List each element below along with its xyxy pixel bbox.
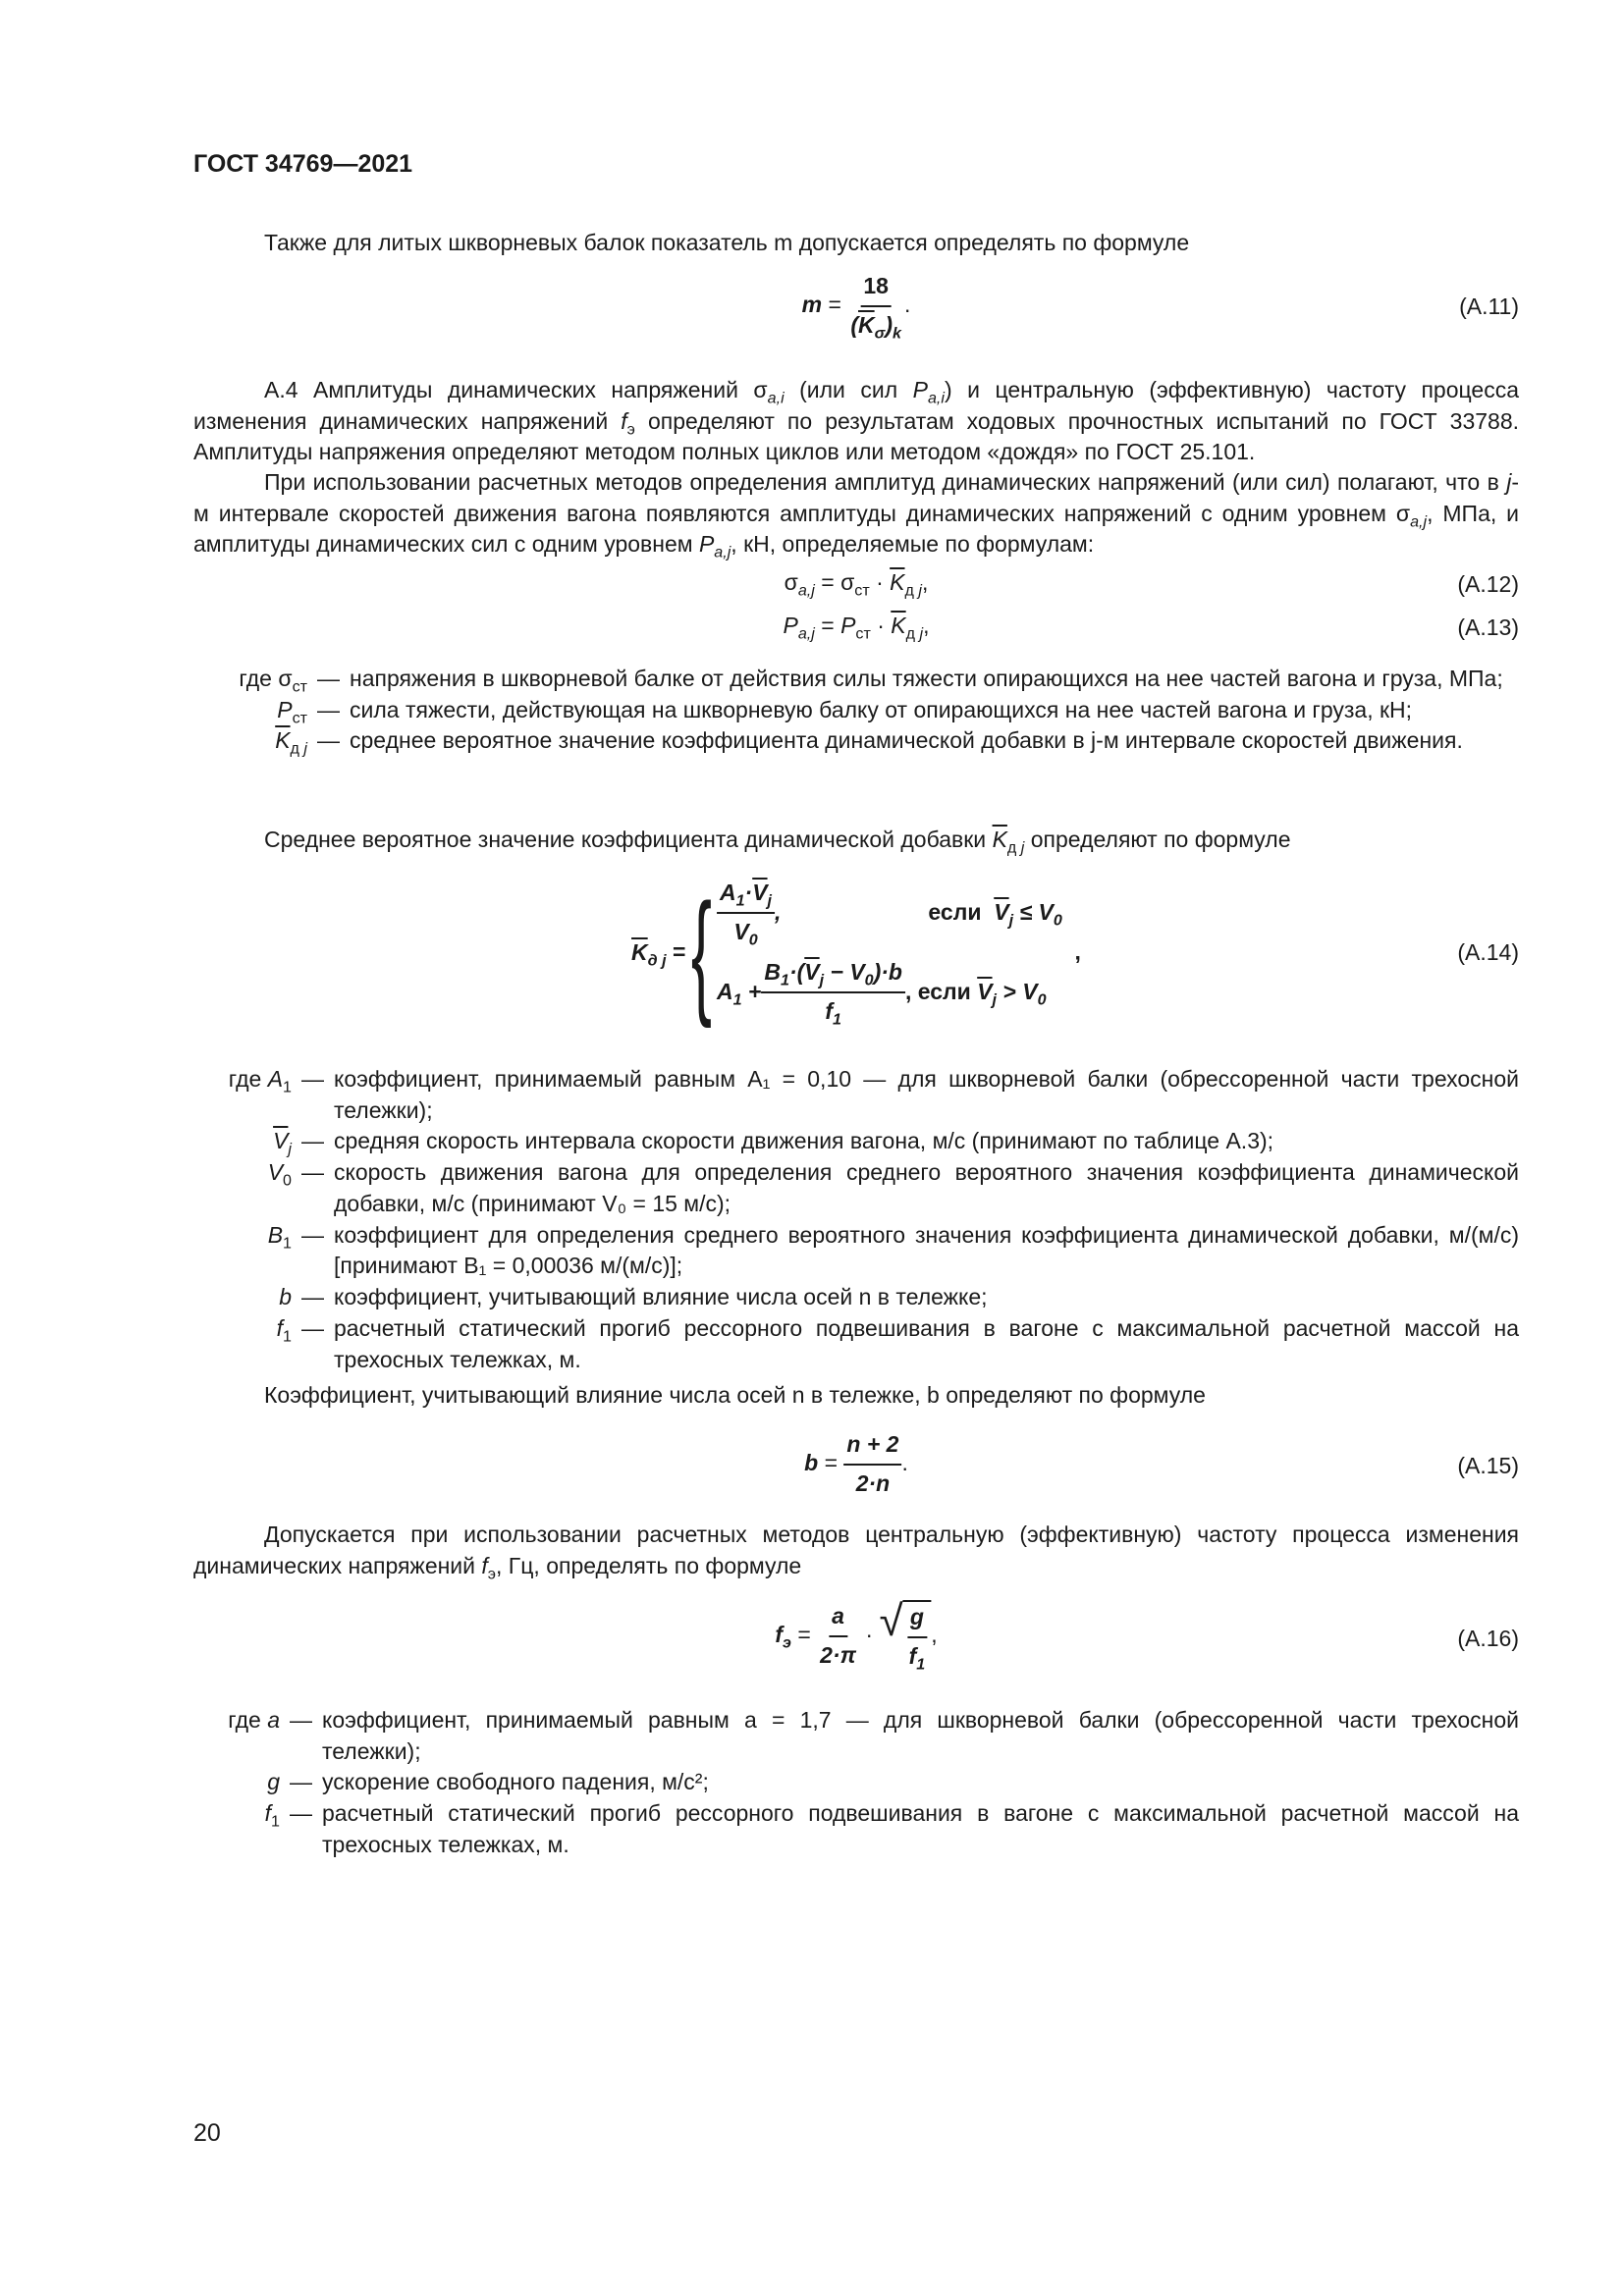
definition-item: g — ускорение свободного падения, м/с²; [267, 1769, 709, 1795]
definition-item: где a — коэффициент, принимаемый равным a = 1,7 — для шкворневой балки (обрессоренной части трехосной тележки); [228, 1707, 1519, 1764]
formula-p-aj: $P_{a,j} = P_{ст} \cdot \overline{K}_{д j}$, [783, 613, 930, 643]
formula-fe: $f_э$ = $\frac{a}{2\cdot\pi}$ · √ $\frac{g}{f_1}$ , [775, 1597, 938, 1674]
definition-item: $\overline{V}_j$ — средняя скорость интервала скорости движения вагона, м/с (принимают по таблице А.3); [273, 1128, 1274, 1159]
equation-a16 [193, 1597, 1519, 1679]
equation-number: (А.11) [1459, 294, 1519, 320]
paragraph-fe: Допускается при использовании расчетных методов центральную (эффективную) частоту процесса изменения динамических напряжений $f_э$, Гц, определять по формуле [193, 1522, 1519, 1583]
paragraph-calc-methods: При использовании расчетных методов определения амплитуд динамических напряжений (или сил) полагают, что в j-м интервале скоростей движения вагона появляются амплитуды динамических напряжений с одним уровнем $\sigma_{a,j}$, МПа, и амплитуды динамических сил с одним уровнем $P_{a,j}$, кН, определяемые по формулам: [193, 469, 1520, 562]
definitions-a [193, 1705, 1519, 1861]
page-number: 20 [193, 2119, 221, 2147]
definition-item: $B_1$ — коэффициент для определения среднего вероятного значения коэффициента динамической добавки, м/(м/с) [принимают B₁ = 0,00036 м/(м/с)]; [267, 1221, 1519, 1279]
definition-item: $f_1$ — расчетный статический прогиб рессорного подвешивания в вагоне с максимальной расчетной массой на трехосных тележках, м. [276, 1314, 1519, 1372]
formula-sigma-aj: $\sigma_{a,j} = \sigma_{ст} \cdot \overline{K}_{д j}$, [784, 569, 929, 600]
equation-a14 [193, 870, 1519, 1037]
equation-a15 [193, 1429, 1519, 1504]
equation-number: (А.15) [1457, 1453, 1519, 1479]
equation-number: (А.16) [1457, 1626, 1519, 1652]
equation-number: (А.13) [1457, 614, 1519, 641]
formula-m: m = $\frac{18}{(\overline{K}_\sigma)_k}$ . [801, 273, 911, 343]
definitions-sigma [193, 664, 1519, 757]
definition-item: где $\sigma_{ст}$ — напряжения в шкворневой балке от действия силы тяжести опирающихся на нее частей вагона и груза, МПа; [239, 666, 1503, 696]
definition-item: $P_{ст}$ — сила тяжести, действующая на шкворневую балку от опирающихся на нее частей вагона и груза, кН; [277, 696, 1413, 727]
equation-a12 [193, 567, 1519, 603]
definition-item: $V_0$ — скорость движения вагона для определения среднего вероятного значения коэффициента динамической добавки, м/с (принимают V₀ = 15 м/с); [267, 1159, 1519, 1216]
paragraph-b: Коэффициент, учитывающий влияние числа осей n в тележке, b определяют по формуле [264, 1382, 1206, 1408]
formula-kdj-piecewise: $\overline{K}_{д j}$ = { $\frac{A_1\cdot\overline{V}_j}{V_0}$ , если $\overline{V}_j \le V_0$ $A_1$ + $\frac{B_1\cdot(\overline{V}_j - V_0)\cdot b}{f_1}$ , если $\overline{V}_j > V_0$ , [631, 875, 1081, 1030]
definitions-a1 [193, 1064, 1519, 1375]
definition-item: b — коэффициент, учитывающий влияние числа осей n в тележке; [279, 1284, 988, 1310]
document-header: ГОСТ 34769—2021 [193, 150, 413, 178]
equation-number: (А.12) [1457, 571, 1519, 598]
paragraph-kdj: Среднее вероятное значение коэффициента динамической добавки $\overline{K}_{д j}$ определяют по формуле [264, 827, 1291, 857]
equation-number: (А.14) [1457, 939, 1519, 966]
equation-a13 [193, 611, 1519, 646]
formula-b: b = $\frac{n + 2}{2\cdot n}$ . [804, 1431, 908, 1496]
definition-item: $\overline{K}_{д j}$ — среднее вероятное значение коэффициента динамической добавки в j-м интервале скоростей движения. [275, 727, 1463, 759]
equation-a11 [193, 271, 1519, 344]
paragraph-intro-m: Также для литых шкворневых балок показатель m допускается определять по формуле [264, 230, 1190, 255]
definition-item: $f_1$ — расчетный статический прогиб рессорного подвешивания в вагоне с максимальной расчетной массой на трехосных тележках, м. [264, 1800, 1519, 1857]
paragraph-a4: А.4 Амплитуды динамических напряжений $\sigma_{a,i}$ (или сил $P_{a,i}$) и центральную (эффективную) частоту процесса изменения динамических напряжений $f_э$ определяют по результатам ходовых прочностных испытаний по ГОСТ 33788. Амплитуды напряжения определяют методом полных циклов или методом «дождя» по ГОСТ 25.101. [193, 377, 1520, 465]
definition-item: где $A_1$ — коэффициент, принимаемый равным A₁ = 0,10 — для шкворневой балки (обрессоренной части трехосной тележки); [228, 1066, 1519, 1123]
